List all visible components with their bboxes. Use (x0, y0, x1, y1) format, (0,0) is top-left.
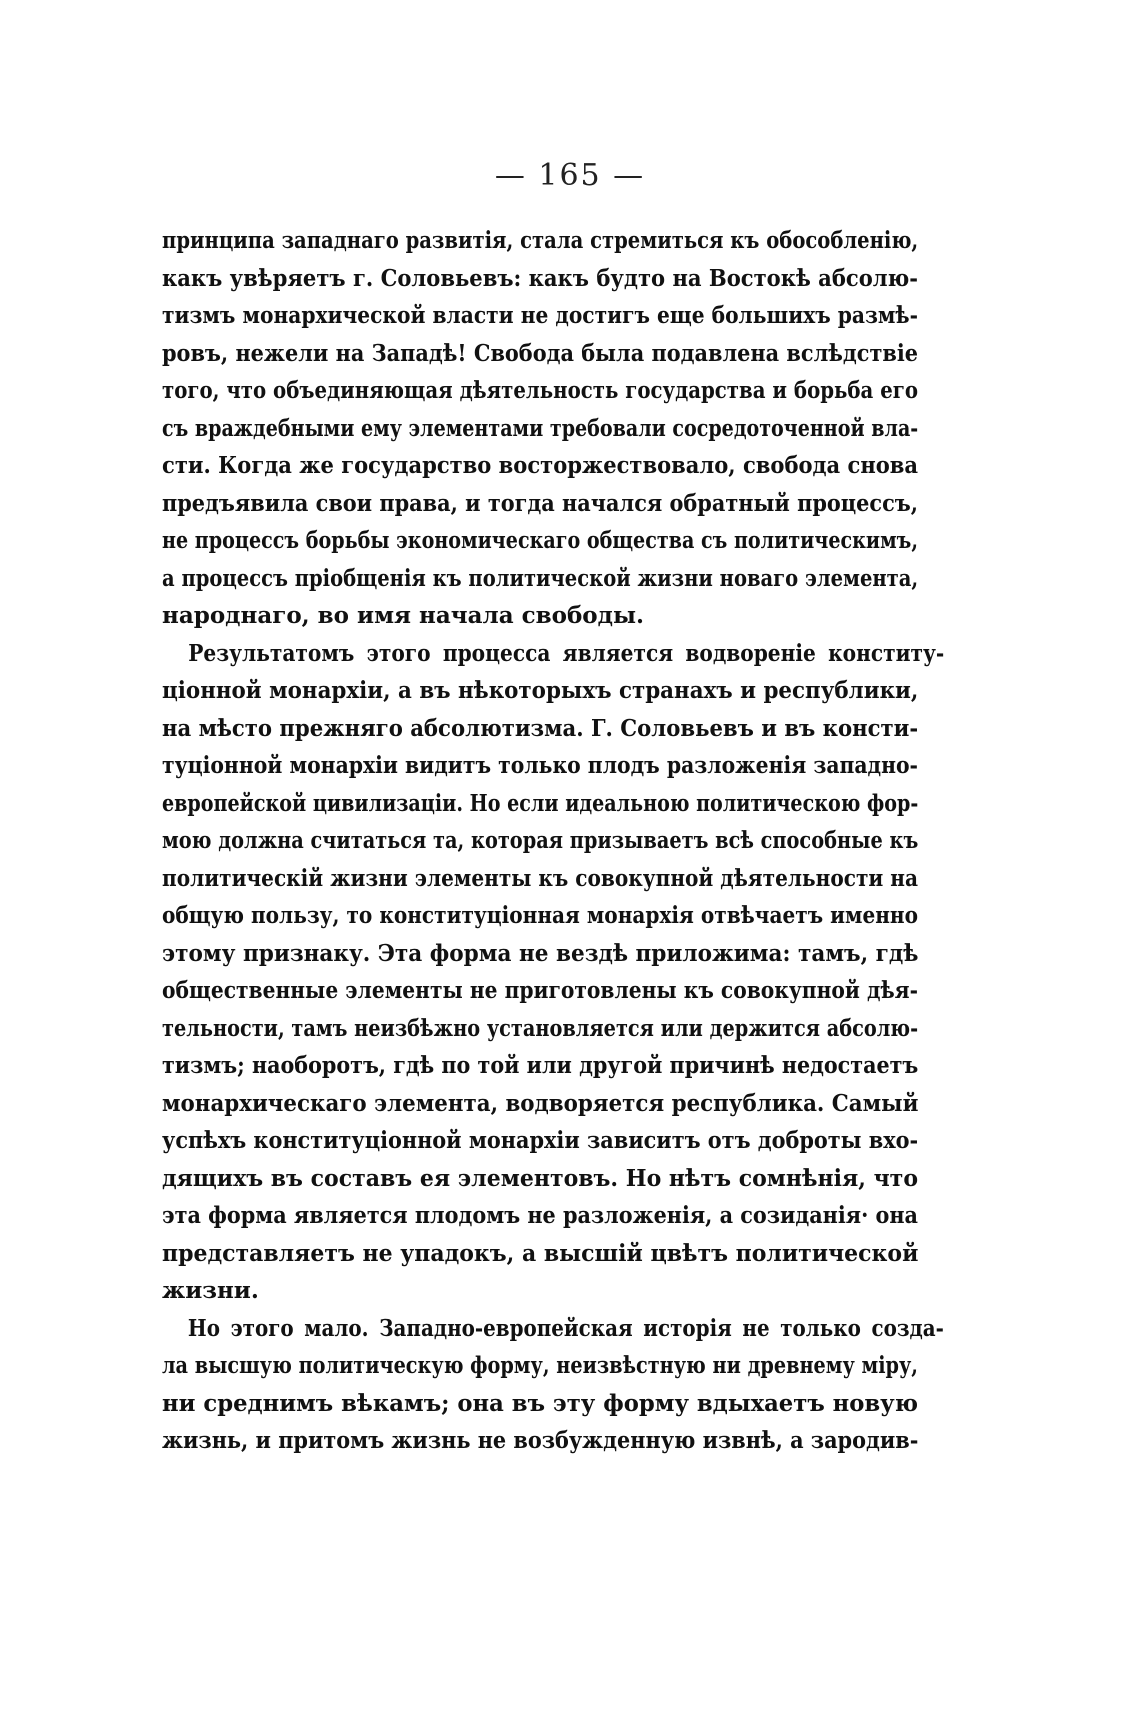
text-line: Но этого мало. Западно-европейская исторія не только созда- (187, 1314, 944, 1342)
text-line: не процессъ борьбы экономическаго общества съ политическимъ, (162, 527, 918, 554)
text-line: съ враждебными ему элементами требовали сосредоточенной вла- (162, 414, 919, 442)
text-line: жизнь, и притомъ жизнь не возбужденную извнѣ, а зародив- (162, 1427, 919, 1454)
text-line: принципа западнаго развитія, стала стремиться къ обособленію, (162, 227, 919, 254)
text-line: ровъ, нежели на Западѣ! Свобода была подавлена вслѣдствіе (162, 339, 918, 367)
text-line: политическій жизни элементы къ совокупной дѣятельности на (162, 864, 918, 892)
text-line: а процессъ пріобщенія къ политической жизни новаго элемента, (162, 564, 919, 592)
text-line: какъ увѣряетъ г. Соловьевъ: какъ будто на Востокѣ абсолю- (162, 264, 918, 292)
text-line: тельности, тамъ неизбѣжно установляется или держится абсолю- (162, 1014, 919, 1042)
paragraph-2 (162, 635, 945, 1310)
text-line: ціонной монархіи, а въ нѣкоторыхъ странахъ и республики, (162, 677, 919, 704)
text-line: Результатомъ этого процесса является водвореніе конститу- (188, 639, 945, 667)
text-line: ла высшую политическую форму, неизвѣстную ни древнему міру, (162, 1352, 918, 1379)
text-line: общественные элементы не приготовлены къ совокупной дѣя- (162, 977, 918, 1004)
text-line: монархическаго элемента, водворяется республика. Самый (162, 1089, 919, 1117)
text-line: мою должна считаться та, которая призываетъ всѣ способные къ (162, 827, 919, 854)
paragraph-3 (162, 1310, 944, 1460)
text-line: тизмъ монархической власти не достигъ еще большихъ размѣ- (162, 302, 918, 329)
text-line: успѣхъ конституціонной монархіи зависитъ отъ доброты вхо- (162, 1127, 919, 1154)
body-text (162, 222, 945, 1460)
paragraph-1 (162, 222, 918, 635)
text-line: предъявила свои права, и тогда начался обратный процессъ, (162, 489, 918, 517)
text-line: эта форма является плодомъ не разложенія, а созиданія· она (162, 1202, 918, 1229)
text-line: на мѣсто прежняго абсолютизма. Г. Соловьевъ и въ консти- (162, 714, 919, 742)
text-line: представляетъ не упадокъ, а высшій цвѣтъ политической (162, 1239, 919, 1267)
text-line: того, что объединяющая дѣятельность государства и борьба его (162, 377, 918, 404)
text-line: дящихъ въ составъ ея элементовъ. Но нѣтъ сомнѣнія, что (162, 1164, 918, 1192)
text-line: тизмъ; наоборотъ, гдѣ по той или другой причинѣ недостаетъ (162, 1052, 919, 1079)
text-line: этому признаку. Эта форма не вездѣ приложима: тамъ, гдѣ (162, 939, 919, 967)
text-line: общую пользу, то конституціонная монархія отвѣчаетъ именно (162, 902, 918, 929)
page-number: — 165 — (494, 158, 646, 193)
text-line: европейской цивилизаціи. Но если идеальною политическою фор- (162, 789, 919, 817)
text-line: ни среднимъ вѣкамъ; она въ эту форму вдыхаетъ новую (162, 1389, 918, 1417)
text-line: сти. Когда же государство восторжествовало, свобода снова (162, 452, 919, 479)
text-line: туціонной монархіи видитъ только плодъ разложенія западно- (162, 752, 918, 779)
text-line: народнаго, во имя начала свободы. (162, 602, 645, 629)
text-line: жизни. (162, 1277, 259, 1304)
